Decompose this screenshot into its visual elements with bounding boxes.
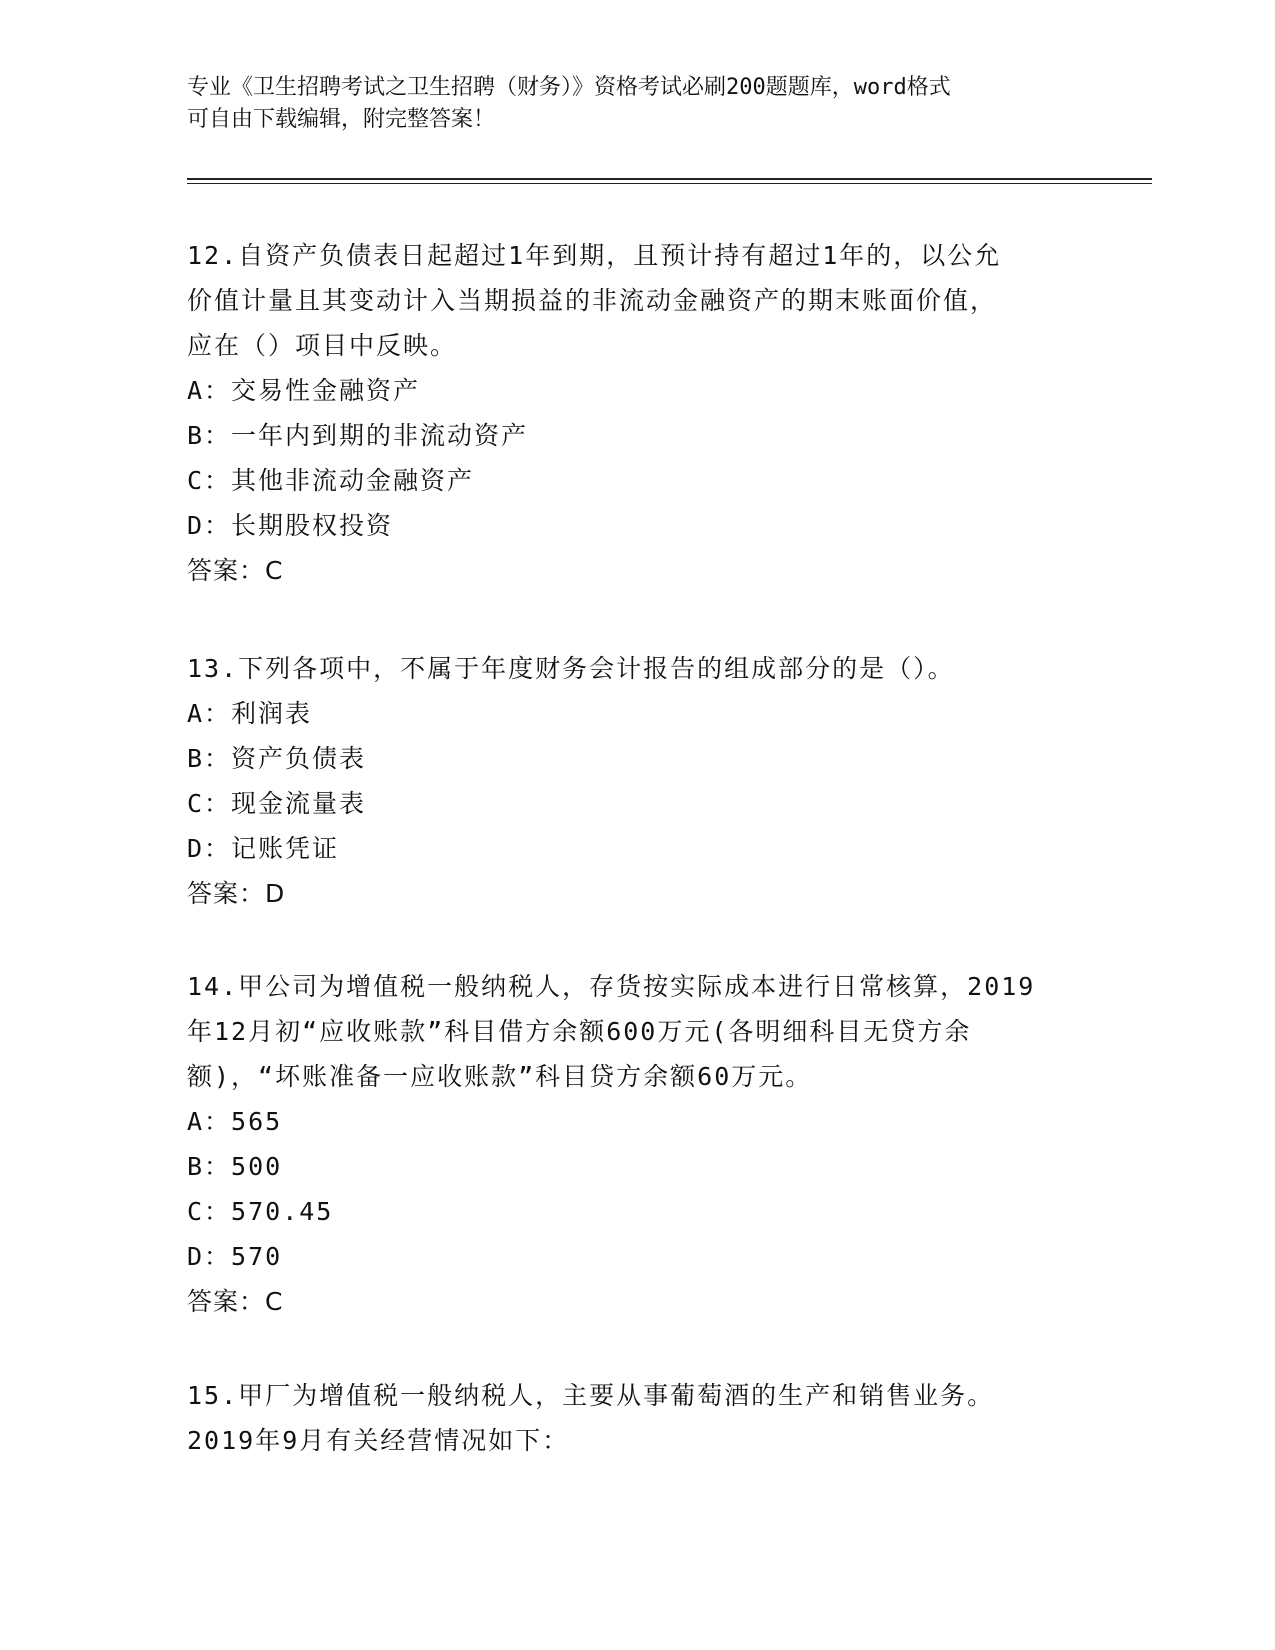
question-text: 额)，“坏账准备一应收账款”科目贷方余额60万元。 [187, 1062, 813, 1091]
header-divider [187, 183, 1152, 184]
option-c: C：其他非流动金融资产 [187, 466, 475, 495]
question-text: 14.甲公司为增值税一般纳税人，存货按实际成本进行日常核算，2019 [187, 972, 1036, 1001]
option-b: B：500 [187, 1152, 283, 1181]
question-text: 13.下列各项中，不属于年度财务会计报告的组成部分的是（）。 [187, 654, 955, 683]
question-text: 年12月初“应收账款”科目借方余额600万元(各明细科目无贷方余 [187, 1017, 972, 1046]
option-a: A：交易性金融资产 [187, 376, 421, 405]
answer: 答案：C [187, 556, 284, 585]
option-d: D：记账凭证 [187, 834, 340, 863]
option-c: C：现金流量表 [187, 789, 367, 818]
header-line: 专业《卫生招聘考试之卫生招聘（财务）》资格考试必刷200题题库，word格式 [187, 75, 951, 100]
question-14 [187, 964, 1087, 1324]
question-text: 2019年9月有关经营情况如下： [187, 1426, 570, 1455]
option-d: D：570 [187, 1242, 283, 1271]
question-text: 12.自资产负债表日起超过1年到期，且预计持有超过1年的，以公允 [187, 241, 1002, 270]
question-text: 应在（）项目中反映。 [187, 331, 458, 360]
document-header [187, 72, 1067, 136]
question-13 [187, 646, 1087, 916]
question-12 [187, 233, 1087, 593]
question-text: 15.甲厂为增值税一般纳税人，主要从事葡萄酒的生产和销售业务。 [187, 1381, 995, 1410]
option-c: C：570.45 [187, 1197, 334, 1226]
question-text: 价值计量且其变动计入当期损益的非流动金融资产的期末账面价值， [187, 286, 998, 315]
option-a: A：利润表 [187, 699, 313, 728]
header-line: 可自由下载编辑，附完整答案！ [187, 107, 496, 132]
option-b: B：一年内到期的非流动资产 [187, 421, 529, 450]
option-a: A：565 [187, 1107, 283, 1136]
question-15 [187, 1373, 1087, 1463]
option-d: D：长期股权投资 [187, 511, 394, 540]
option-b: B：资产负债表 [187, 744, 367, 773]
answer: 答案：C [187, 1287, 284, 1316]
answer: 答案：D [187, 879, 286, 908]
header-divider [187, 178, 1152, 180]
